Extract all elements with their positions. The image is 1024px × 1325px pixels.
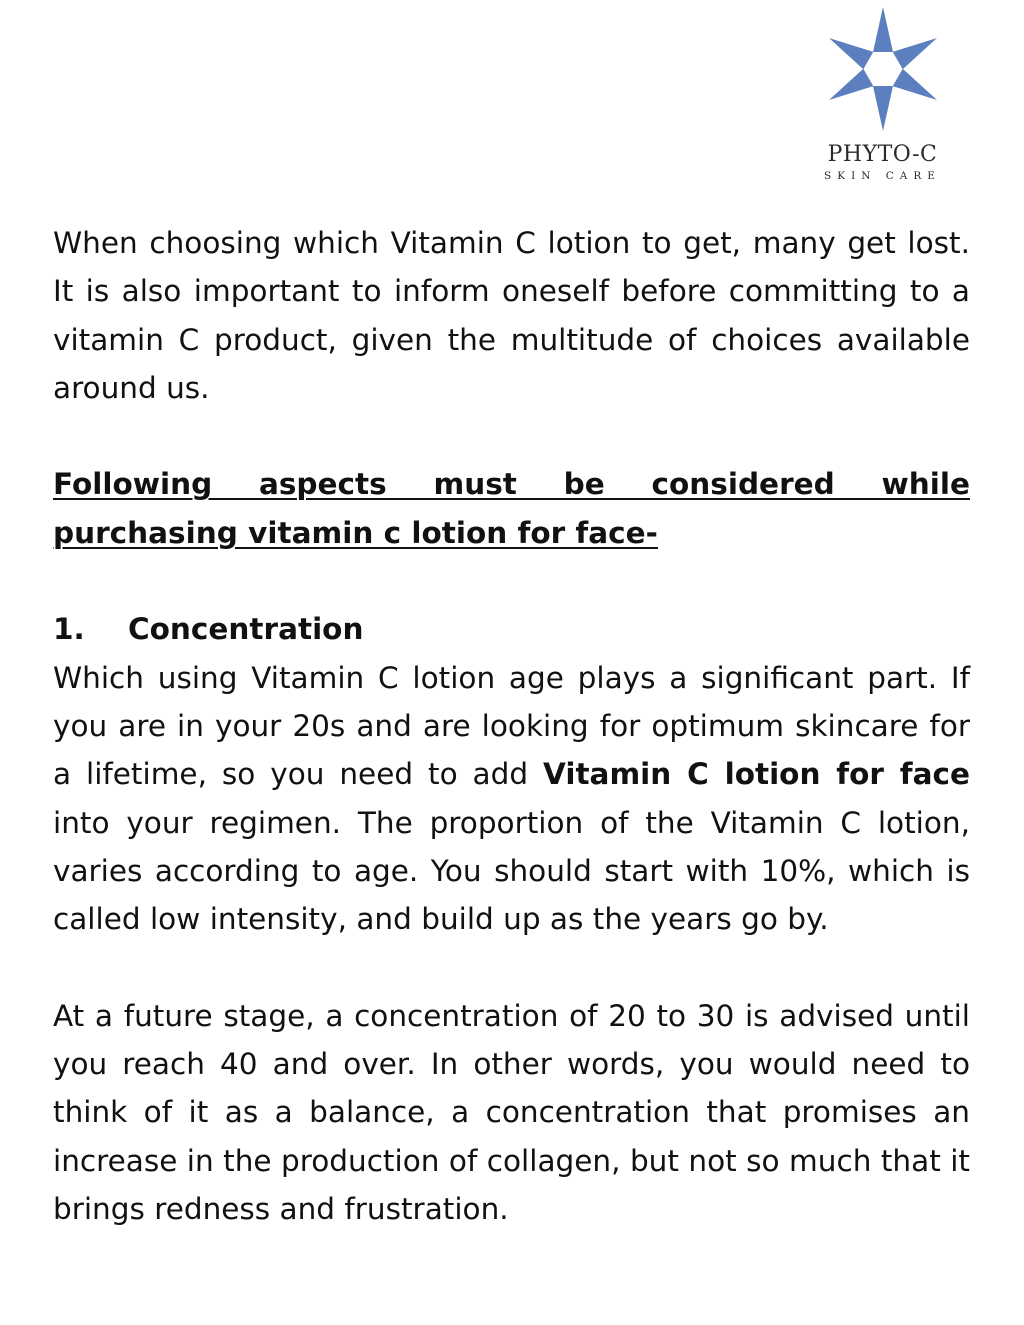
intro-paragraph: When choosing which Vitamin C lotion to get, many get lost. It is also important to inform oneself before committing to a vitamin C product, given the multitude of choices available around us. bbox=[53, 226, 970, 405]
paragraph-text: Which using Vitamin C lotion age plays a significant part. If you are in your 20s and are looking for optimum skincare for a lifetime, so you need to add bbox=[53, 660, 970, 792]
spacer bbox=[53, 557, 970, 605]
future-stage-paragraph: At a future stage, a concentration of 20 to 30 is advised until you reach 40 and over. In other words, you would need to think of it as a balance, a concentration that promises an increase in the production of collagen, but not so much that it brings redness and frustration. bbox=[53, 998, 970, 1226]
emphasis-text: Vitamin C lotion for face bbox=[543, 757, 970, 792]
subsection-label: Concentration bbox=[128, 612, 364, 647]
article-body bbox=[53, 219, 970, 1233]
subsection-title bbox=[53, 605, 970, 653]
section-heading: Following aspects must be considered while purchasing vitamin c lotion for face- bbox=[53, 467, 970, 550]
brand-subtitle: SKIN CARE bbox=[824, 170, 941, 182]
spacer bbox=[53, 412, 970, 460]
concentration-paragraph bbox=[53, 654, 970, 944]
six-point-star-icon bbox=[823, 4, 943, 134]
paragraph-text: into your regimen. The proportion of the Vitamin C lotion, varies according to age. You should start with 10%, which is called low intensity, and build up as the years go by. bbox=[53, 805, 970, 937]
brand-name: PHYTO-C bbox=[827, 142, 938, 167]
brand-logo bbox=[810, 4, 955, 184]
spacer bbox=[53, 943, 970, 991]
subsection-number: 1. bbox=[53, 612, 85, 647]
